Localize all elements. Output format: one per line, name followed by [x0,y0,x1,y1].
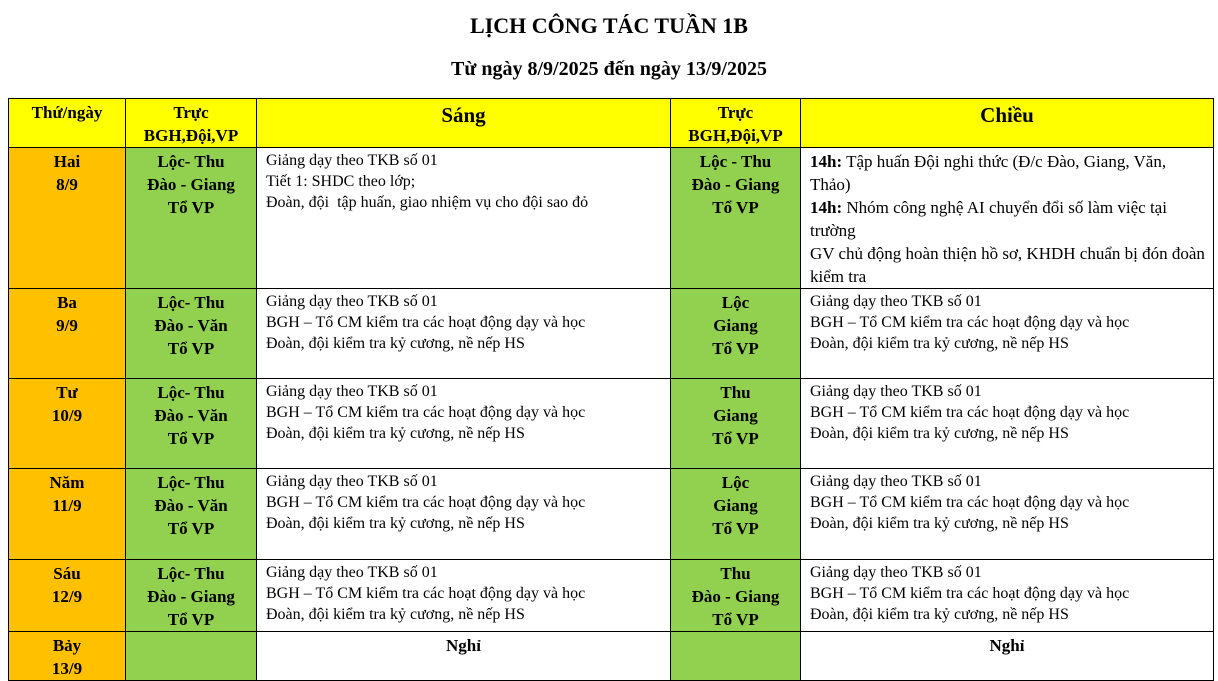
afternoon-cell [801,148,1214,289]
day-cell: Bảy 13/9 [9,632,126,681]
afternoon-item: 14h: Tập huấn Đội nghi thức (Đ/c Đào, Giang, Văn, Thảo) [810,152,1171,194]
afternoon-cell: Giảng dạy theo TKB số 01 BGH – Tổ CM kiểm tra các hoạt động dạy và học Đoàn, đội kiểm tra kỷ cương, nề nếp HS [801,379,1214,469]
table-row [9,148,1214,289]
table-row [9,632,1214,681]
morning-cell: Giảng dạy theo TKB số 01 BGH – Tổ CM kiểm tra các hoạt động dạy và học Đoàn, đội kiểm tra kỷ cương, nề nếp HS [257,379,671,469]
duty-morning-cell [126,632,257,681]
schedule-table [8,98,1214,681]
duty-afternoon-cell: Lộc - Thu Đào - Giang Tổ VP [671,148,801,289]
page-subtitle: Từ ngày 8/9/2025 đến ngày 13/9/2025 [451,58,767,80]
duty-afternoon-cell: Lộc Giang Tổ VP [671,289,801,379]
afternoon-item: 14h: Nhóm công nghệ AI chuyển đổi số làm việc tại trường [810,198,1172,240]
morning-cell: Giảng dạy theo TKB số 01 BGH – Tổ CM kiểm tra các hoạt động dạy và học Đoàn, đội kiểm tra kỷ cương, nề nếp HS [257,289,671,379]
page-title: LỊCH CÔNG TÁC TUẦN 1B [470,13,748,38]
header-morning: Sáng [257,99,671,148]
table-row [9,469,1214,560]
duty-afternoon-cell: Thu Giang Tổ VP [671,379,801,469]
morning-cell: Giảng dạy theo TKB số 01 BGH – Tổ CM kiểm tra các hoạt động dạy và học Đoàn, đội kiểm tra kỷ cương, nề nếp HS [257,560,671,632]
header-row [9,99,1214,148]
afternoon-cell: Giảng dạy theo TKB số 01 BGH – Tổ CM kiểm tra các hoạt động dạy và học Đoàn, đội kiểm tra kỷ cương, nề nếp HS [801,469,1214,560]
header-afternoon: Chiều [801,99,1214,148]
duty-morning-cell: Lộc- Thu Đào - Giang Tổ VP [126,560,257,632]
morning-cell: Giảng dạy theo TKB số 01 Tiết 1: SHDC theo lớp; Đoàn, đội tập huấn, giao nhiệm vụ cho đội sao đỏ [257,148,671,289]
afternoon-item: GV chủ động hoàn thiện hồ sơ, KHDH chuẩn bị đón đoàn kiểm tra [810,244,1210,286]
table-row [9,379,1214,469]
duty-afternoon-cell: Lộc Giang Tổ VP [671,469,801,560]
header-duty-afternoon: Trực BGH,Đội,VP [671,99,801,148]
day-cell: Hai 8/9 [9,148,126,289]
duty-afternoon-cell [671,632,801,681]
day-cell: Sáu 12/9 [9,560,126,632]
table-row [9,560,1214,632]
day-cell: Ba 9/9 [9,289,126,379]
morning-cell: Giảng dạy theo TKB số 01 BGH – Tổ CM kiểm tra các hoạt động dạy và học Đoàn, đội kiểm tra kỷ cương, nề nếp HS [257,469,671,560]
header-day: Thứ/ngày [9,99,126,148]
day-cell: Năm 11/9 [9,469,126,560]
morning-off-cell: Nghỉ [257,632,671,681]
duty-morning-cell: Lộc- Thu Đào - Văn Tổ VP [126,379,257,469]
afternoon-off-cell: Nghỉ [801,632,1214,681]
header-duty-morning: Trực BGH,Đội,VP [126,99,257,148]
day-cell: Tư 10/9 [9,379,126,469]
duty-afternoon-cell: Thu Đào - Giang Tổ VP [671,560,801,632]
table-row [9,289,1214,379]
duty-morning-cell: Lộc- Thu Đào - Văn Tổ VP [126,289,257,379]
afternoon-cell: Giảng dạy theo TKB số 01 BGH – Tổ CM kiểm tra các hoạt động dạy và học Đoàn, đội kiểm tra kỷ cương, nề nếp HS [801,560,1214,632]
duty-morning-cell: Lộc- Thu Đào - Văn Tổ VP [126,469,257,560]
duty-morning-cell: Lộc- Thu Đào - Giang Tổ VP [126,148,257,289]
afternoon-cell: Giảng dạy theo TKB số 01 BGH – Tổ CM kiểm tra các hoạt động dạy và học Đoàn, đội kiểm tra kỷ cương, nề nếp HS [801,289,1214,379]
